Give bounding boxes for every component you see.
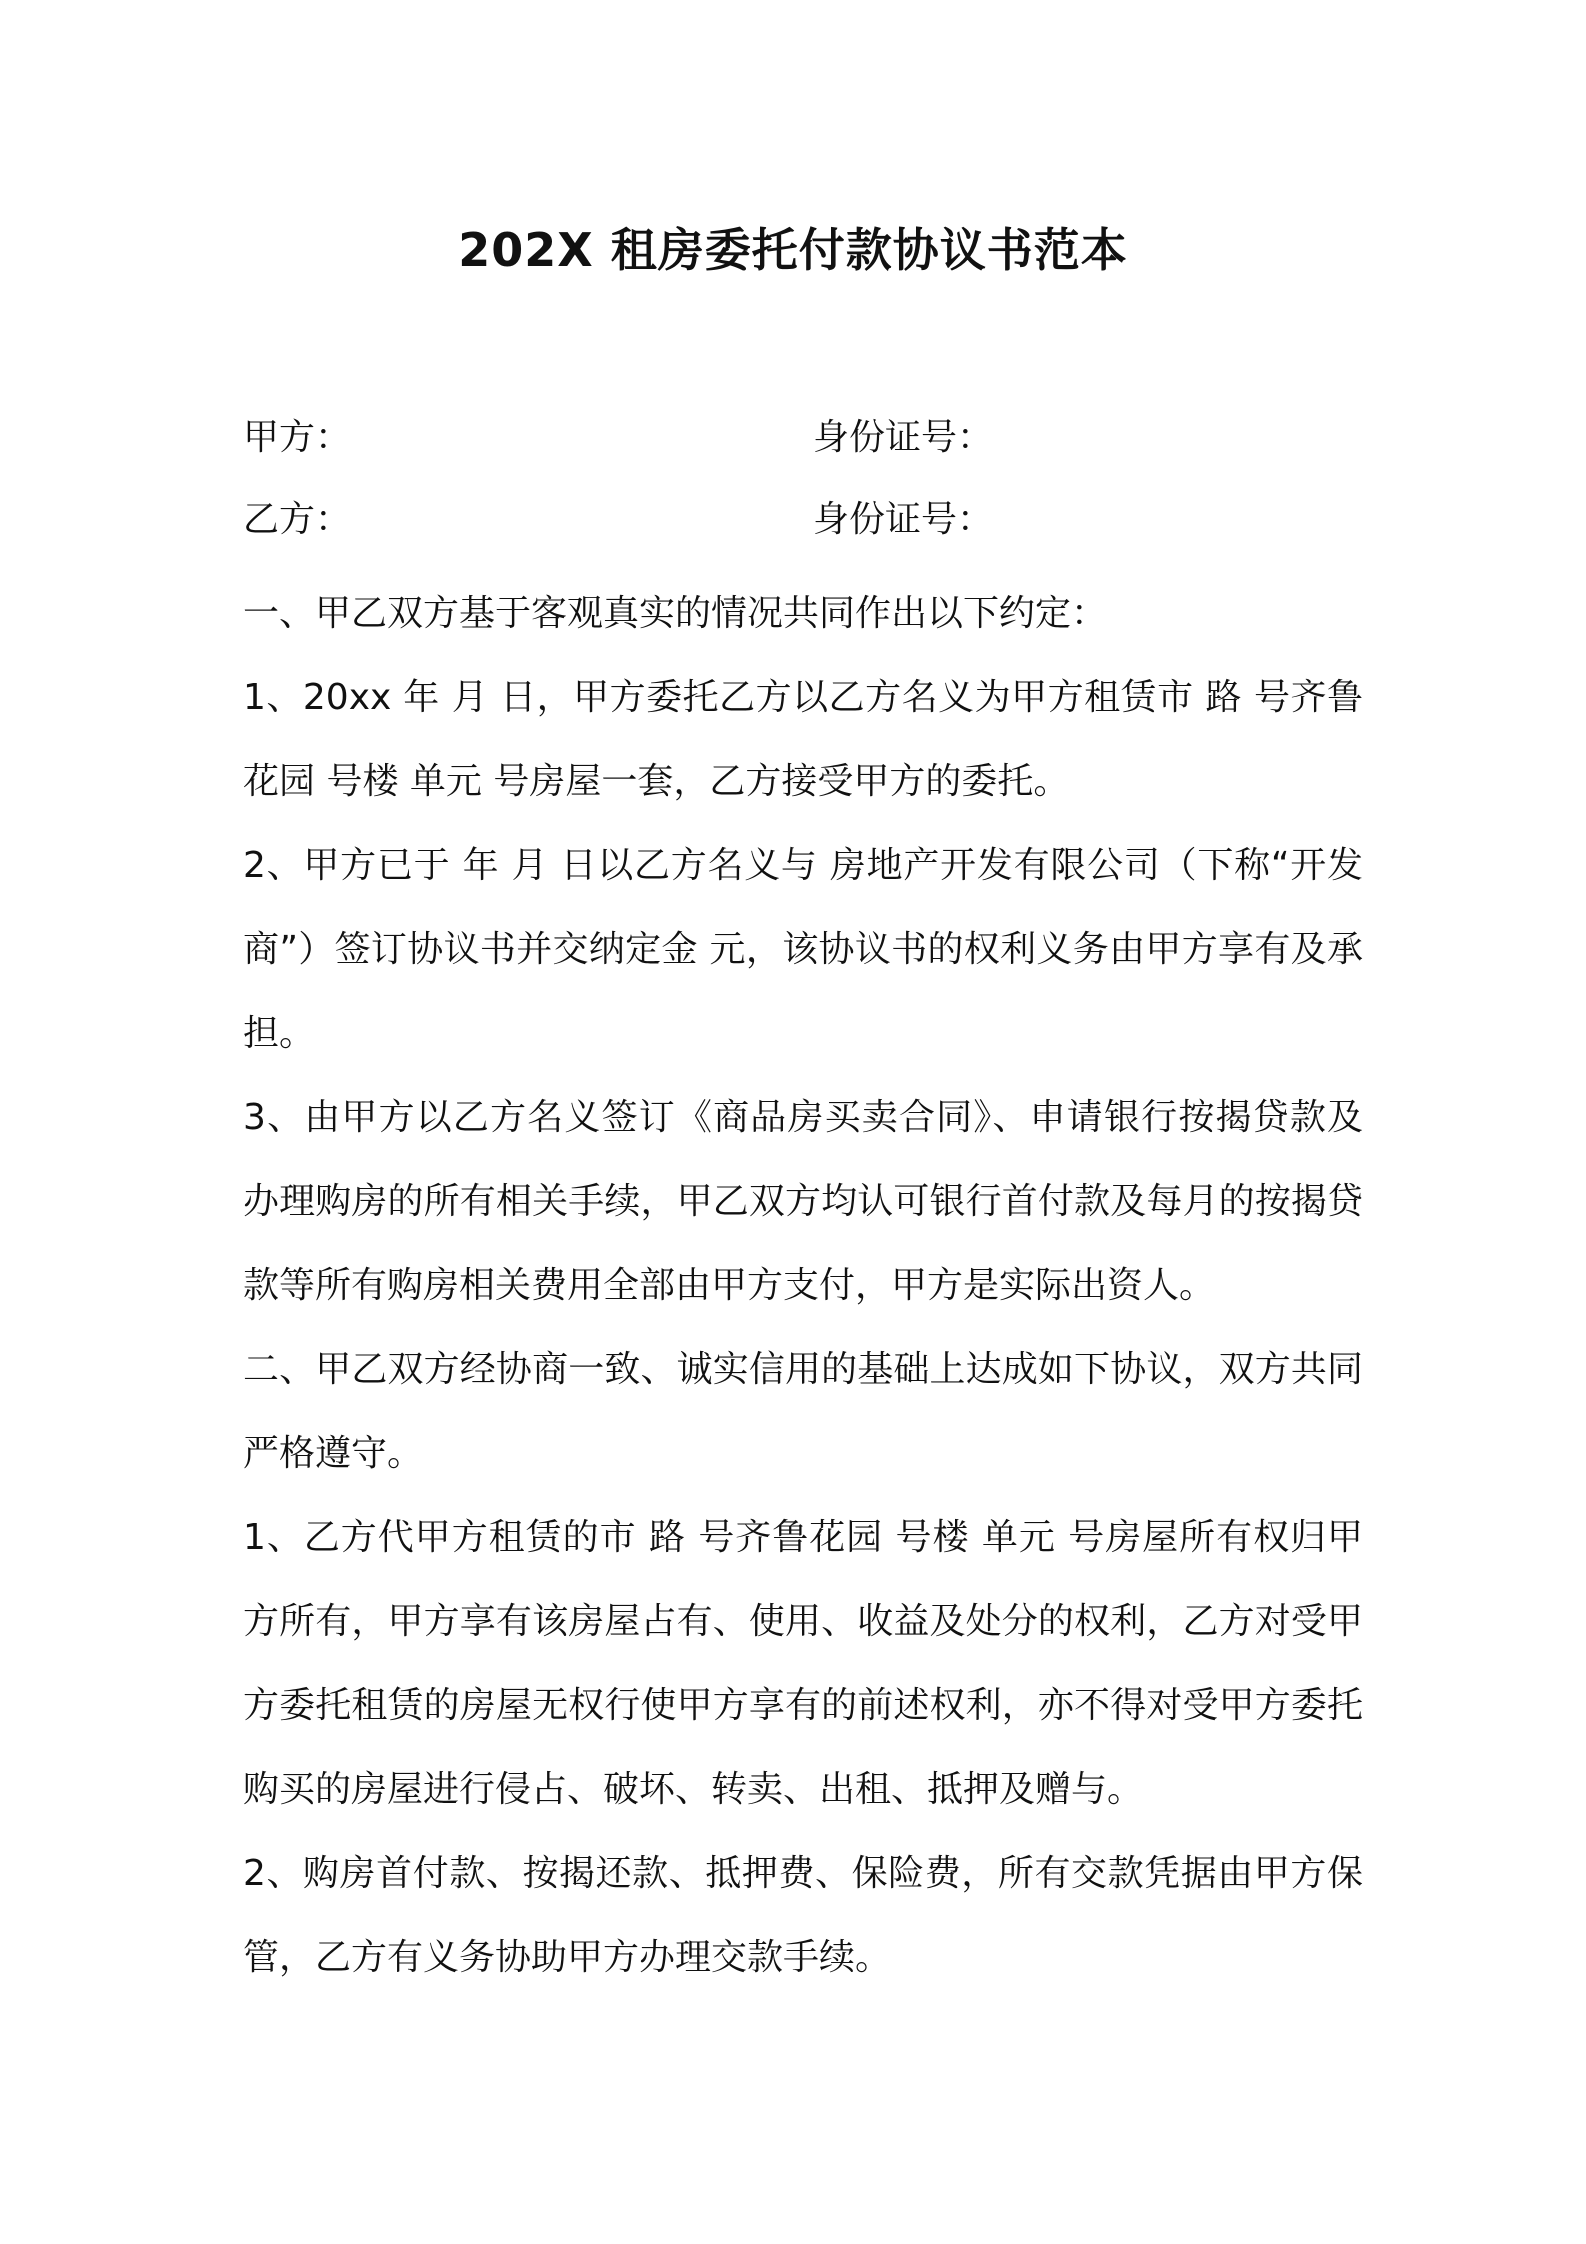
- clause-2-1: 1、乙方代甲方租赁的市 路 号齐鲁花园 号楼 单元 号房屋所有权归甲方所有，甲方享有该房屋占有、使用、收益及处分的权利，乙方对受甲方委托租赁的房屋无权行使甲方享有的前述权利，亦不得对受甲方委托购买的房屋进行侵占、破坏、转卖、出租、抵押及赠与。: [243, 1517, 1363, 1810]
- clause-1-3: 3、由甲方以乙方名义签订《商品房买卖合同》、申请银行按揭贷款及办理购房的所有相关手续，甲乙双方均认可银行首付款及每月的按揭贷款等所有购房相关费用全部由甲方支付，甲方是实际出资人。: [243, 1097, 1363, 1306]
- clause-2-2: 2、购房首付款、按揭还款、抵押费、保险费，所有交款凭据由甲方保管，乙方有义务协助甲方办理交款手续。: [243, 1853, 1363, 1978]
- document-body: [243, 572, 1363, 2000]
- party-a-row: [243, 408, 1363, 468]
- party-a-id-label: 身份证号：: [813, 417, 994, 458]
- party-b-row: [243, 490, 1363, 550]
- section-one-heading: 一、甲乙双方基于客观真实的情况共同作出以下约定：: [243, 593, 1108, 634]
- document-title: 202X 租房委托付款协议书范本: [458, 223, 1128, 277]
- clause-1-1: 1、20xx 年 月 日，甲方委托乙方以乙方名义为甲方租赁市 路 号齐鲁花园 号楼 单元 号房屋一套，乙方接受甲方的委托。: [243, 677, 1363, 802]
- section-two-heading: 二、甲乙双方经协商一致、诚实信用的基础上达成如下协议，双方共同严格遵守。: [243, 1349, 1363, 1474]
- party-b-label: 乙方：: [243, 499, 352, 540]
- party-b-id-label: 身份证号：: [813, 499, 994, 540]
- party-a-label: 甲方：: [243, 417, 352, 458]
- clause-1-2: 2、甲方已于 年 月 日以乙方名义与 房地产开发有限公司（下称“开发商”）签订协议书并交纳定金 元，该协议书的权利义务由甲方享有及承担。: [243, 845, 1363, 1054]
